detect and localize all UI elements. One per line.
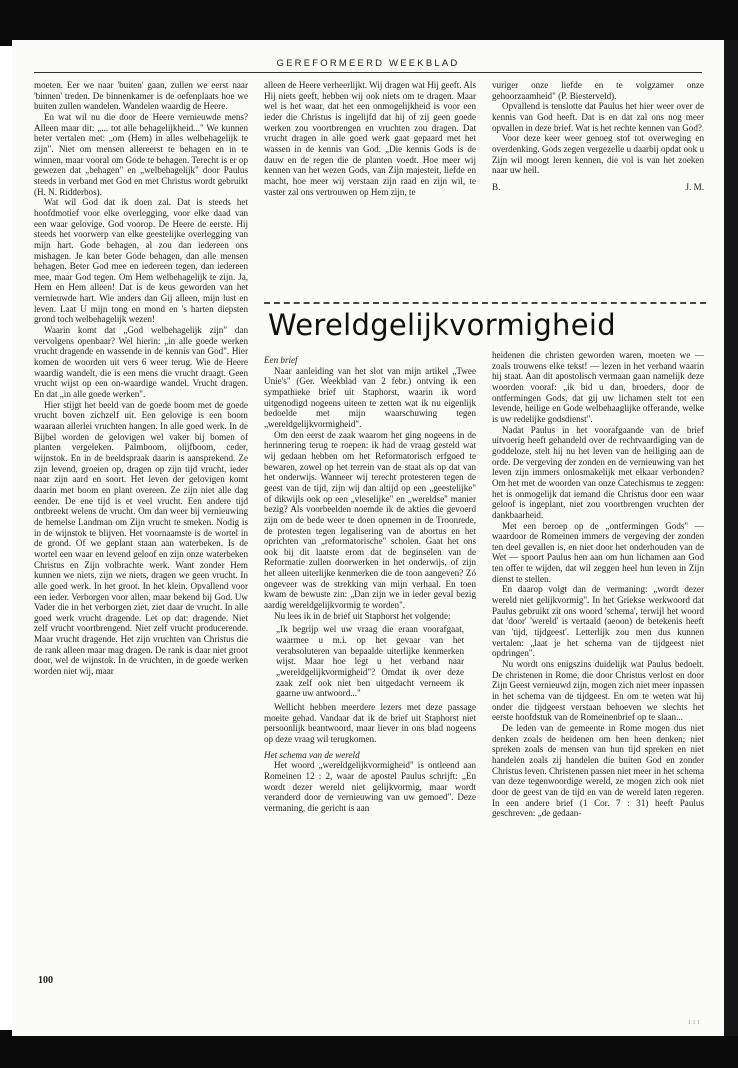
paragraph: De leden van de gemeente in Rome mogen dus niet denken zoals de heidenen om hen heen denken; niet spreken zoals de mensen van hun tijd spreken en niet handelen zoals zij handelen die buiten God en zonder Christus leven. Christenen passen niet meer in het schema van deze tegenwoordige wereld, ze mogen zich ook niet door de geest van de tijd en van de wereld laten regeren. In een andere brief (1 Cor. 7 : 31) heeft Paulus geschreven: „de gedaan- xyxy=(492,722,704,819)
column-3-article xyxy=(492,350,704,819)
author-initials: J. M. xyxy=(685,181,704,192)
paragraph: Nu lees ik in de brief uit Staphorst het volgende: xyxy=(274,610,451,621)
magazine-page xyxy=(12,40,724,1036)
paragraph: Voor deze keer weer genoeg stof tot overweging en overdenking. Gods zegen vergezelle u daarbij opdat ook u Zijn wil moogt leren kennen, die vol is van het zoeken naar uw heil. xyxy=(492,133,704,176)
paragraph: En daarop volgt dan de vermaning: „wordt dezer wereld niet gelijkvormig". In het Griekse werkwoord dat Paulus gebruikt zit ons woord 'schema', terwijl het woord dat 'door' 'wereld' is vertaald (aeoon) de betekenis heeft van 'tijd, tijdgeest'. Letterlijk zou men dus kunnen vertalen: „laat je het schema van de tijdgeest niet opdringen". xyxy=(492,584,704,659)
header-rule xyxy=(34,72,702,73)
paragraph: vuriger onze liefde en te volgzamer onze gehoorzaamheid" (P. Biesterveld). xyxy=(492,80,704,101)
column-2-top xyxy=(264,80,476,197)
paragraph: En wat wil nu die door de Heere vernieuwde mens? Alleen maar dit: „... tot alle behagelijkheid..." We kunnen beter vertalen met: „om (Hem) in alles welbehagelijk te zijn". Niet om mensen allereerst te behagen en in te winnen, maar vooral om Gode te behagen. Terecht is er op gewezen dat „behagen" en „welbehagelijk" door Paulus steeds in verband met God en met Christus wordt gebruikt (H. N. Ridderbos). xyxy=(34,111,248,197)
paragraph: alleen de Heere verheerlijkt. Wij dragen wat Hij geeft. Als Hij niets geeft, hebben wij ook niets om te dragen. Maar wel is het waar, dat het een onmogelijkheid is voor een ieder die Christus is ingelijfd dat hij of zij geen goede werken zou voortbrengen en vruchten zou dragen. Dat vrucht dragen in alle goed werk gaat gepaard met het wassen in de kennis van God. „Die kennis Gods is de dauw en de regen die de planten voedt. Hoe meer wij kennen van het wezen Gods, van Zijn majesteit, liefde en macht, hoe meer wij verstaan zijn raad en zijn wil, te vaster zal ons vertrouwen op Hem zijn, te xyxy=(264,80,476,197)
section-heading: Het schema van de wereld xyxy=(264,749,360,760)
page-number: 100 xyxy=(38,975,53,986)
section-heading: Een brief xyxy=(264,355,298,365)
article-title: Wereldgelijkvormigheid xyxy=(268,308,616,342)
column-1 xyxy=(34,80,248,677)
column-2-article xyxy=(264,350,476,814)
paragraph: heidenen die christen geworden waren, moeten we — zoals trouwens elke tekst! — lezen in het verband waarin hij staat. Aan dit apostolisch vermaan gaan namelijk deze woorden vooraf: „ik bid u dan, broeders, door de ontfermingen Gods, dat gij uw lichamen stelt tot een levende, heilige en Gode welbehaaglijke offerande, welke is uw redelijke godsdienst". xyxy=(492,350,704,424)
signature-initial: B. xyxy=(492,181,501,192)
running-header: GEREFORMEERD WEEKBLAD xyxy=(276,58,460,69)
paragraph: Met een beroep op de „ontfermingen Gods" — waardoor de Romeinen immers de vergeving der zonden ten deel gevallen is, en niet door het onderhouden van de Wet — spoort Paulus hen aan om hun lichamen aan God ten offer te wijden, dat wil zeggen heel hun leven in Zijn dienst te stellen. xyxy=(492,520,704,584)
block-quote: „Ik begrijp wel uw vraag die eraan voorafgaat, waarmee u m.i. op het gevaar van het verabsoluteren van bepaalde uiterlijke kenmerken wijst. Maar hoe legt u het verband naar „wereldgelijkvormigheid"? Omdat ik over deze zaak zelf ook niet ben uitgedacht verneem ik gaarne uw antwoord..." xyxy=(276,624,464,699)
column-3-top xyxy=(492,80,704,193)
signature-line xyxy=(492,182,704,193)
paragraph: Naar aanleiding van het slot van mijn artikel „Twee Unie's" (Ger. Weekblad van 2 febr.) ontving ik een sympathieke brief uit Staphorst, waarin ik word uitgenodigd nogeens uiteen te zetten wat ik nu eigenlijk bedoelde met mijn waarschuwing tegen „wereldgelijkvormigheid". xyxy=(264,365,476,429)
paragraph: Nadat Paulus in het voorafgaande van de brief uitvoerig heeft gehandeld over de rechtvaardiging van de goddeloze, stelt hij nu het leven van de heiliging aan de orde. De vergeving der zonden en de vernieuwing van het leven zijn immers onlosmakelijk met elkaar verbonden? Om het met de woorden van onze Catechismus te zeggen: het is onmogelijk dat iemand die Christus door een waar geloof is ingeplant, niet zou voortbrengen vruchten der dankbaarheid. xyxy=(492,424,704,520)
paragraph: Wellicht hebben meerdere lezers met deze passage moeite gehad. Vandaar dat ik de brief uit Staphorst niet persoonlijk beantwoord, maar liever in ons blad nogeens op deze vraag wil terugkomen. xyxy=(264,702,476,744)
paragraph: Hier stijgt het beeld van de goede boom met de goede vrucht boven zichzelf uit. Een gelovige is een boom waaraan allerlei vruchten hangen. In alle goed werk. In de Bijbel worden de gelovigen wel vaker bij bomen of planten vergeleken. Palmboom, olijfboom, ceder, wijnstok. En in de beeldspraak daarin is aansprekend. Ze zijn levend, groeien op, dragen op zijn tijd vrucht, ieder naar zijn aard en soort. Het leven der gelovigen komt daarin met boom en plant overeen. Ze zijn niet alle dag eender. De ene tijd is et veel vrucht. Een andere tijd ontbreekt welens de vrucht. Om dan weer bij vernieuwing de hemelse Landman om Zijn vrucht te smeken. Nodig is in de wijnstok te blijven. Het voornaamste is de wortel in de grond. Of we geplant staan aan waterbeken. Is de wortel een waar en levend geloof en zijn onze waterbeken Christus en Zijn volbrachte werk. Want zonder Hem kunnen we niets, zijn we niets, dragen we geen vrucht. In alle goed werk. In het groot. In het klein. Opvallend voor een ieder. Verborgen voor allen, maar bekend bij God. Uw Vader die in het verborgen ziet, ziet daar de vrucht. In alle goed werk vrucht dragende. Let op dat: dragende. Niet zelf vrucht voortbrengend. Niet zelf vrucht producerende. Maar vrucht dragende. Het zijn vruchten van Christus die de rank alleen maar mag dragen. De rank is daar niet groot door, wel de wijnstok. In de vruchten, in de goede werken worden niet wij, maar xyxy=(34,399,248,677)
paragraph: moeten. Eer we naar 'buiten' gaan, zullen we eerst naar 'binnen' treden. De binnenkamer is de oefenplaats hoe we buiten zullen wandelen. Wandelen waardig de Heere. xyxy=(34,80,248,112)
paragraph: Nu wordt ons enigszins duidelijk wat Paulus bedoelt. De christenen in Rome, die door Christus verlost en door Zijn Geest vernieuwd zijn, mogen zich niet meer inpassen in het schema van de tijdgeest. En om te weten wat hij onder die tijdgeest verstaan behoeven we slechts het eerste hoofdstuk van de Romeinenbrief op te slaan... xyxy=(492,659,704,723)
paragraph: Het woord „wereldgelijkvormigheid" is ontleend aan Romeinen 12 : 2, waar de apostel Paulus schrijft: „En wordt dezer wereld niet gelijkvormig, maar wordt veranderd door de vernieuwing van uw gemoed". Deze vermaning, die gericht is aan xyxy=(264,760,476,813)
paragraph: Om den eerst de zaak waarom het ging nogeens in de herinnering terug te roepen: ik had de vraag gesteld wat wij gedaan hebben om het Reformatorisch erfgoed te bewaren, zowel op het terrein van de staat als op dat van het onderwijs. Wanneer wij terecht protesteren tegen de geest van de tijd, zijn wij dan altijd op een „geestelijke" of dikwijls ook op een „vleselijke" en „wereldse" manier bezig? Als voorbeelden noemde ik de akties die gevoerd zijn om de bede weer te doen opnemen in de Troonrede, de protesten tegen legalisering van de abortus en het oprichten van „reformatorische" scholen. Gaat het ons ook bij dit laatste erom dat de beginselen van de Reformatie zullen doorwerken in het onderwijs, of zijn het alleen uiterlijke kenmerken die de toon aangeven? Zó ongeveer was de strekking van mijn verhaal. En toen kwam de bewuste zin: „Dan zijn we in ieder geval bezig aardig wereldgelijkvormig te worden". xyxy=(264,429,476,611)
paragraph: Waarin komt dat „God welbehagelijk zijn" dan vervolgens openbaar? Wel hierin: „in alle goede werken vrucht dragende en wassende in de kennis van God". Hier komen de woorden uit vers 6 weer terug. Wie de Heere waardig wandelt, die is een mens die vrucht draagt. Geen vrucht wijst op een on-waardige wandel. Vrucht dragen. En dat „in alle goede werken". xyxy=(34,325,248,400)
paragraph: Wat wil God dat ik doen zal. Dat is steeds het hoofdmotief voor elke overlegging, voor elke daad van een waar gelovige. God voorop. De Heere de eerste. Hij steeds het voorwerp van elke geestelijke overlegging van mijn hart. Gode behagen, al zou dan iedereen ons mishagen. Je kan beter Gode behagen, dan alle mensen behagen. Beter God mee en iedereen tegen, dan iedereen mee, maar God tegen. Om Hem welbehagelijk te zijn. Ja, Hem en Hem alleen! Dat is de keus geworden van het vernieuwde hart. Wie anders dan Gij alleen, mijn lust en leven. Laat U mijn tong en mond en 's harten diepsten grond toch welbehagelijk wezen! xyxy=(34,197,248,325)
paragraph: Opvallend is tenslotte dat Paulus het hier weer over de kennis van God heeft. Dat is en dat zal ons nog meer opvallen in deze brief. Wat is het rechte kennen van God? xyxy=(492,101,704,133)
section-divider xyxy=(264,302,706,304)
corner-mark: 1 1 1 xyxy=(688,1020,700,1026)
scan-border-right xyxy=(724,40,738,1036)
